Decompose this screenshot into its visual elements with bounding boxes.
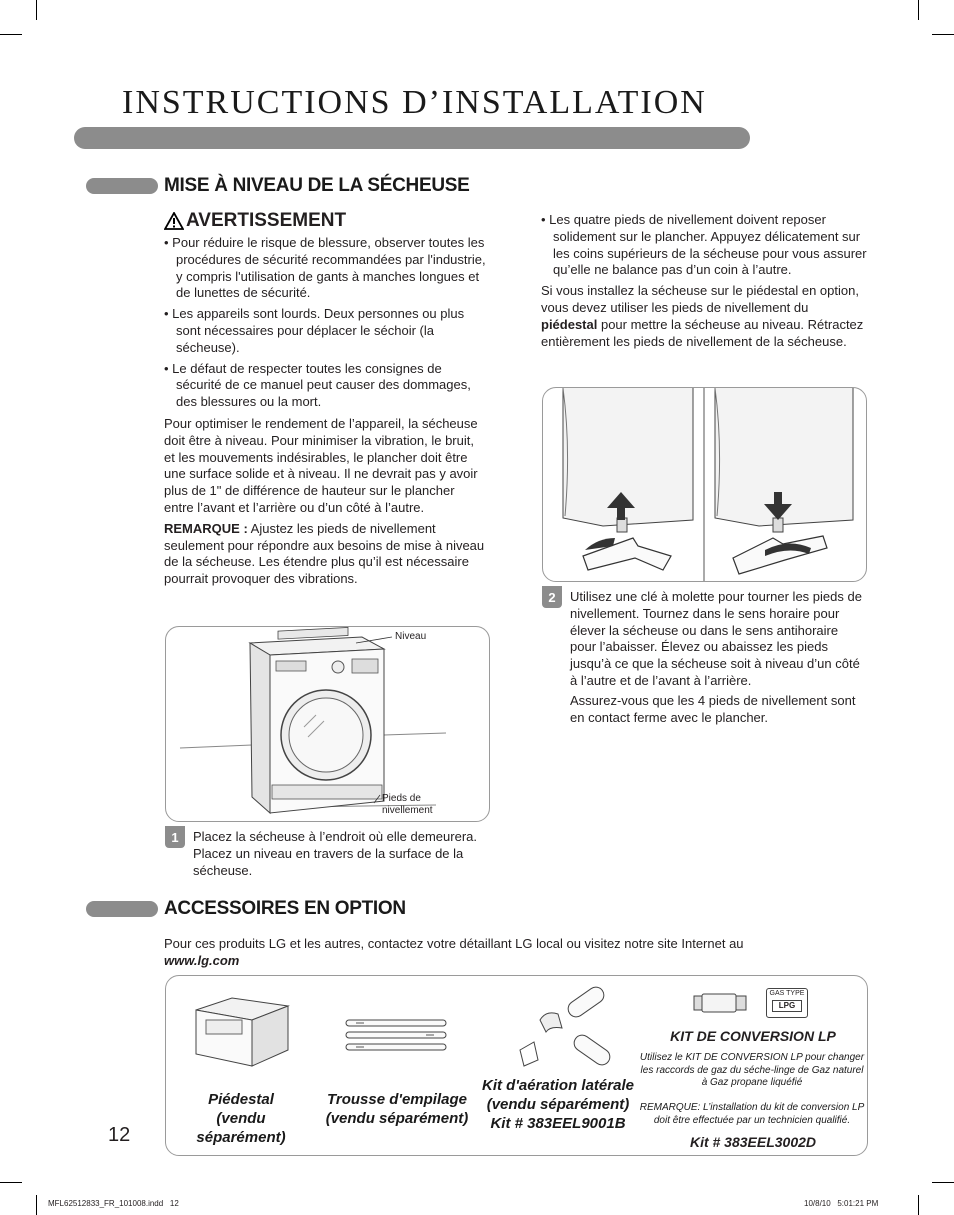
section-marker (86, 901, 158, 917)
stacking-kit-caption: Trousse d'empilage (vendu séparément) (325, 1091, 469, 1127)
title-bar (74, 127, 750, 149)
note-label: REMARQUE : (164, 520, 248, 536)
crop-mark (918, 0, 919, 20)
pedestal-caption: Piédestal (vendu séparément) (196, 1091, 286, 1146)
pedestal-icon (192, 992, 292, 1072)
side-vent-kit-number: Kit # 383EEL9001B (490, 1115, 626, 1132)
footer-timestamp: 10/8/10 5:01:21 PM (804, 1199, 879, 1208)
lp-kit-title: KIT DE CONVERSION LP (670, 1028, 836, 1044)
crop-mark (36, 1195, 37, 1215)
side-vent-kit-caption (478, 1076, 638, 1133)
wrench-illustration (543, 388, 866, 581)
intro-text: Pour ces produits LG et les autres, contactez votre détaillant LG local ou visitez notre site Internet au (164, 936, 744, 951)
accessories-intro (164, 936, 764, 970)
stacking-kit-icon (342, 1016, 452, 1066)
note-text: Ajustez les pieds de nivellement seulement pour répondre aux besoins de mise à niveau de la sécheuse. Les étendre plus qu’il est nécessaire pourrait provoquer des vibrations. (164, 520, 485, 587)
warning-bullet: • Pour réduire le risque de blessure, observer toutes les procédures de sécurité recommandées par l'industrie, y compris l'utilisation de gants à manches longues et de lunettes de sécurité. (164, 235, 486, 301)
crop-mark (0, 1182, 22, 1183)
crop-mark (36, 0, 37, 20)
lpg-label: LPG (772, 1000, 802, 1012)
lp-conversion-fitting-icon (692, 990, 752, 1016)
step-1-text: Placez la sécheuse à l’endroit où elle demeurera. Placez un niveau en travers de la surface de la sécheuse. (193, 829, 478, 878)
footer-file: MFL62512833_FR_101008.indd 12 (48, 1199, 179, 1208)
section-heading-leveling: MISE À NIVEAU DE LA SÉCHEUSE (164, 175, 470, 196)
warning-bullet: • Le défaut de respecter toutes les consignes de sécurité de ce manuel peut causer des dommages, des blessures ou la mort. (164, 360, 471, 410)
page-number: 12 (108, 1124, 131, 1146)
label-leveling-feet: Pieds de nivellement (382, 793, 433, 816)
crop-mark (0, 34, 22, 35)
note-paragraph (164, 521, 486, 588)
crop-mark (918, 1195, 919, 1215)
step-2-text-2: Assurez-vous que les 4 pieds de nivellement sont en contact ferme avec le plancher. (570, 692, 856, 725)
figure-dryer-level (165, 626, 490, 822)
crop-mark (932, 34, 954, 35)
paragraph-level: Pour optimiser le rendement de l’appareil, la sécheuse doit être à niveau. Pour minimiser la vibration, le bruit, et les mouvements indésirables, le plancher doit être une surface solide et à niveau. Il ne devrait pas y avoir plus de 1" de différence de hauteur sur le plancher entre l’avant et l’arrière ou d’un côté à l’autre. (164, 415, 478, 515)
crop-mark (932, 1182, 954, 1183)
right-bullet: • Les quatre pieds de nivellement doivent reposer solidement sur le plancher. Appuyez délicatement sur les coins supérieurs de la sécheuse pour vous assurer qu’elle ne balance pas d’un coin à l’autre. (541, 212, 867, 278)
label-level: Niveau (395, 631, 427, 642)
pedestal-bold: piédestal (541, 316, 598, 332)
figure-wrench-adjust (542, 387, 867, 582)
lp-kit-remark: REMARQUE: L’installation du kit de conversion LP doit être effectuée par un technicien qualifié. (639, 1102, 865, 1126)
warning-title (164, 210, 346, 232)
lg-website-link[interactable]: www.lg.com (164, 952, 240, 968)
dryer-illustration (166, 627, 489, 821)
pedestal-paragraph (541, 283, 867, 350)
lp-kit-desc: Utilisez le KIT DE CONVERSION LP pour changer les raccords de gaz du séche-linge de Gaz naturel à Gaz propane liquéfié (639, 1052, 865, 1088)
lp-kit-number: Kit # 383EEL3002D (689, 1134, 817, 1150)
gas-type-badge (766, 988, 808, 1018)
side-vent-kit-icon (516, 980, 616, 1076)
accessories-box (165, 975, 868, 1156)
gas-type-label: GAS TYPE (769, 990, 805, 997)
section-marker (86, 178, 158, 194)
pedestal-text-b: pour mettre la sécheuse au niveau. Rétractez entièrement les pieds de nivellement de la sécheuse. (541, 316, 864, 349)
section-heading-accessories: ACCESSOIRES EN OPTION (164, 898, 406, 919)
step-number-2: 2 (542, 586, 562, 608)
pedestal-text-a: Si vous installez la sécheuse sur le piédestal en option, vous devez utiliser les pieds de nivellement du (541, 283, 859, 315)
warning-label: AVERTISSEMENT (186, 210, 347, 231)
step-number-1: 1 (165, 826, 185, 848)
step-2-text: Utilisez une clé à molette pour tourner les pieds de nivellement. Tournez dans le sens horaire pour élever la sécheuse ou dans le sens antihoraire pour l’abaisser. Élevez ou abaissez les pieds jusqu’à ce que la sécheuse soit à niveau d’un côté à l’autre et de l’avant à l’arrière. (570, 589, 862, 688)
side-vent-caption-text: Kit d'aération latérale (vendu séparément) (482, 1077, 634, 1113)
warning-bullet: • Les appareils sont lourds. Deux personnes ou plus sont nécessaires pour déplacer le séchoir (la sécheuse). (164, 306, 465, 355)
page-title: INSTRUCTIONS D’INSTALLATION (122, 84, 707, 121)
warning-icon (164, 212, 184, 230)
